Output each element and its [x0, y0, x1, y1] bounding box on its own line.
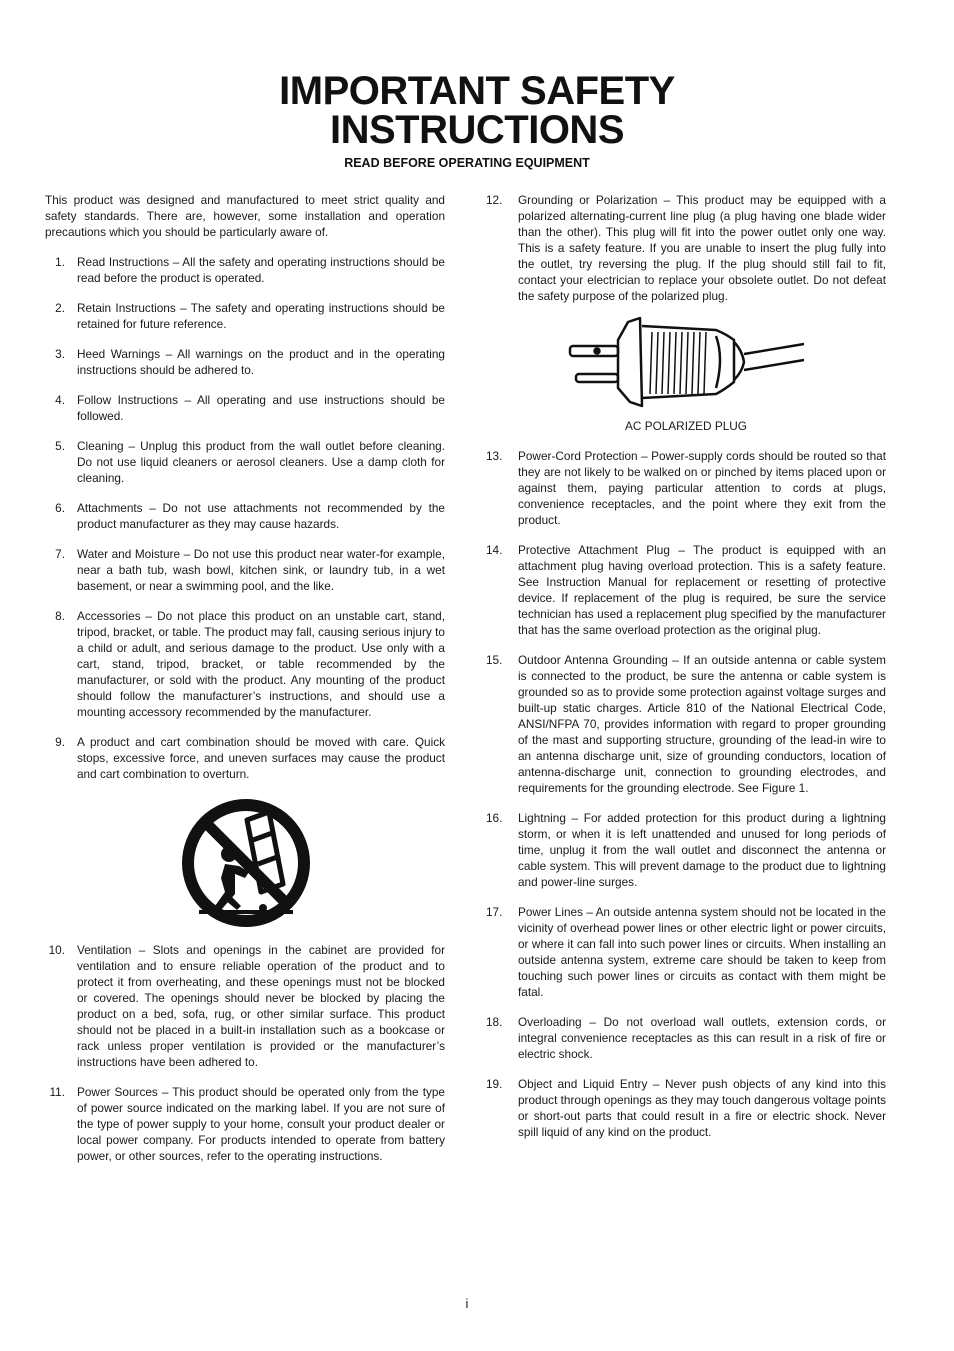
item-text: Attachments – Do not use attachments not recommended by the product manufacturer as they may cause hazards. — [77, 501, 445, 531]
item-number: 1. — [55, 255, 65, 269]
item-number: 13. — [486, 449, 503, 463]
list-item — [486, 448, 886, 528]
list-item — [45, 346, 445, 378]
list-item — [45, 392, 445, 424]
list-item — [45, 608, 445, 720]
item-text: Ventilation – Slots and openings in the cabinet are provided for ventilation and to ensure reliable operation of the product and to protect it from overheating, and these openings must not be blocked or covered. The openings should never be blocked by placing the product on a bed, sofa, rug, or other similar surface. This product should not be placed in a built-in installation such as a bookcase or rack unless proper ventilation is provided or the manufacturer’s instructions have been adhered to. — [77, 943, 445, 1069]
item-text: Heed Warnings – All warnings on the product and in the operating instructions should be adhered to. — [77, 347, 445, 377]
item-number: 5. — [55, 439, 65, 453]
item-text: Power Lines – An outside antenna system should not be located in the vicinity of overhead power lines or other electric light or power circuits, or where it can fall into such power lines or circuits. When installing an outside antenna system, extreme care should be taken to keep from touching such power lines or circuits as contact with them might be fatal. — [518, 905, 886, 999]
page-number: i — [465, 1296, 469, 1311]
left-column — [45, 192, 445, 1178]
list-item — [486, 810, 886, 890]
item-text: Water and Moisture – Do not use this product near water-for example, near a bath tub, wash bowl, kitchen sink, or laundry tub, in a wet basement, or near a swimming pool, and the like. — [77, 547, 445, 593]
plug-caption: AC POLARIZED PLUG — [625, 419, 747, 433]
item-text: Read Instructions – All the safety and operating instructions should be read before the product is operated. — [77, 255, 445, 285]
item-text: Follow Instructions – All operating and use instructions should be followed. — [77, 393, 445, 423]
list-item — [45, 734, 445, 782]
item-text: Lightning – For added protection for this product during a lightning storm, or when it is left unattended and unused for long periods of time, unplug it from the wall outlet and disconnect the antenna or cable system. This will prevent damage to the product due to lightning and power-line surges. — [518, 811, 886, 889]
list-item — [45, 300, 445, 332]
item-number: 8. — [55, 609, 65, 623]
item-number: 4. — [55, 393, 65, 407]
item-number: 2. — [55, 301, 65, 315]
item-text: Retain Instructions – The safety and operating instructions should be retained for future reference. — [77, 301, 445, 331]
item-text: Power Sources – This product should be operated only from the type of power source indicated on the marking label. If you are not sure of the type of power supply to your home, consult your product dealer or local power company. For products intended to operate from battery power, or other sources, refer to the operating instructions. — [77, 1085, 445, 1163]
item-number: 17. — [486, 905, 503, 919]
item-number: 15. — [486, 653, 503, 667]
item-text: Cleaning – Unplug this product from the wall outlet before cleaning. Do not use liquid cleaners or aerosol cleaners. Use a damp cloth for cleaning. — [77, 439, 445, 485]
item-text: Overloading – Do not overload wall outlets, extension cords, or integral convenience receptacles as this can result in a risk of fire or electric shock. — [518, 1015, 886, 1061]
list-item — [45, 1084, 445, 1164]
title-line-1: IMPORTANT SAFETY — [279, 69, 675, 113]
item-text: Object and Liquid Entry – Never push objects of any kind into this product through openings as they may touch dangerous voltage points or short-out parts that could result in a fire or electric shock. Never spill liquid of any kind on the product. — [518, 1077, 886, 1139]
list-item — [45, 546, 445, 594]
list-item — [45, 254, 445, 286]
list-item — [486, 904, 886, 1000]
page-subtitle: READ BEFORE OPERATING EQUIPMENT — [344, 156, 590, 170]
item-number: 12. — [486, 193, 503, 207]
item-number: 9. — [55, 735, 65, 749]
list-item — [486, 192, 886, 304]
list-item — [486, 652, 886, 796]
item-number: 3. — [55, 347, 65, 361]
item-text: Protective Attachment Plug – The product is equipped with an attachment plug having overload protection. This is a safety feature. See Instruction Manual for replacement or resetting of protective device. If replacement of the plug is required, be sure the service technician has used a replacement plug specified by the manufacturer that has the same overload protection as the original plug. — [518, 543, 886, 637]
item-text: Grounding or Polarization – This product may be equipped with a polarized alternating-current line plug (a plug having one blade wider than the other). This plug will fit into the power outlet only one way. This is a safety feature. If you are unable to insert the plug fully into the outlet, try reversing the plug. If the plug should still fail to fit, contact your electrician to replace your obsolete outlet. Do not defeat the safety purpose of the polarized plug. — [518, 193, 886, 303]
intro-paragraph: This product was designed and manufactured to meet strict quality and safety standards. There are, however, some installation and operation precautions which you should be particularly aware of. — [45, 193, 445, 239]
item-number: 16. — [486, 811, 503, 825]
item-text: Power-Cord Protection – Power-supply cords should be routed so that they are not likely to be walked on or pinched by items placed upon or against them, paying particular attention to cords at plugs, convenience receptacles, and the point where they exit from the product. — [518, 449, 886, 527]
item-number: 18. — [486, 1015, 503, 1029]
list-item — [486, 1014, 886, 1062]
item-number: 19. — [486, 1077, 503, 1091]
title-line-2: INSTRUCTIONS — [330, 108, 624, 152]
item-text: A product and cart combination should be moved with care. Quick stops, excessive force, and uneven surfaces may cause the product and cart combination to overturn. — [77, 735, 445, 781]
cart-tip-over-warning-icon — [181, 798, 311, 928]
list-item — [486, 1076, 886, 1140]
item-number: 10. — [48, 943, 65, 957]
right-column — [486, 192, 886, 1154]
list-item — [45, 438, 445, 486]
item-number: 11. — [49, 1085, 65, 1099]
page-title — [0, 69, 954, 152]
list-item — [486, 542, 886, 638]
item-number: 7. — [55, 547, 65, 561]
item-number: 6. — [55, 501, 65, 515]
list-item — [45, 942, 445, 1070]
item-text: Outdoor Antenna Grounding – If an outside antenna or cable system is connected to the product, be sure the antenna or cable system is grounded so as to provide some protection against voltage surges and built-up static charges. Article 810 of the National Electrical Code, ANSI/NFPA 70, provides information with regard to proper grounding of the mast and supporting structure, grounding of the lead-in wire to an antenna discharge unit, size of grounding conductors, location of antenna-discharge unit, connection to grounding electrodes, and requirements for the grounding electrode. See Figure 1. — [518, 653, 886, 795]
list-item — [45, 500, 445, 532]
polarized-plug-icon — [566, 310, 806, 410]
item-number: 14. — [486, 543, 503, 557]
item-text: Accessories – Do not place this product on an unstable cart, stand, tripod, bracket, or table. The product may fall, causing serious injury to a child or adult, and serious damage to the product. Use only with a cart, stand, tripod, bracket, or table recommended by the manufacturer, or sold with the product. Any mounting of the product should follow the manufacturer’s instructions, and should use a mounting accessory recommended by the manufacturer. — [77, 609, 445, 719]
